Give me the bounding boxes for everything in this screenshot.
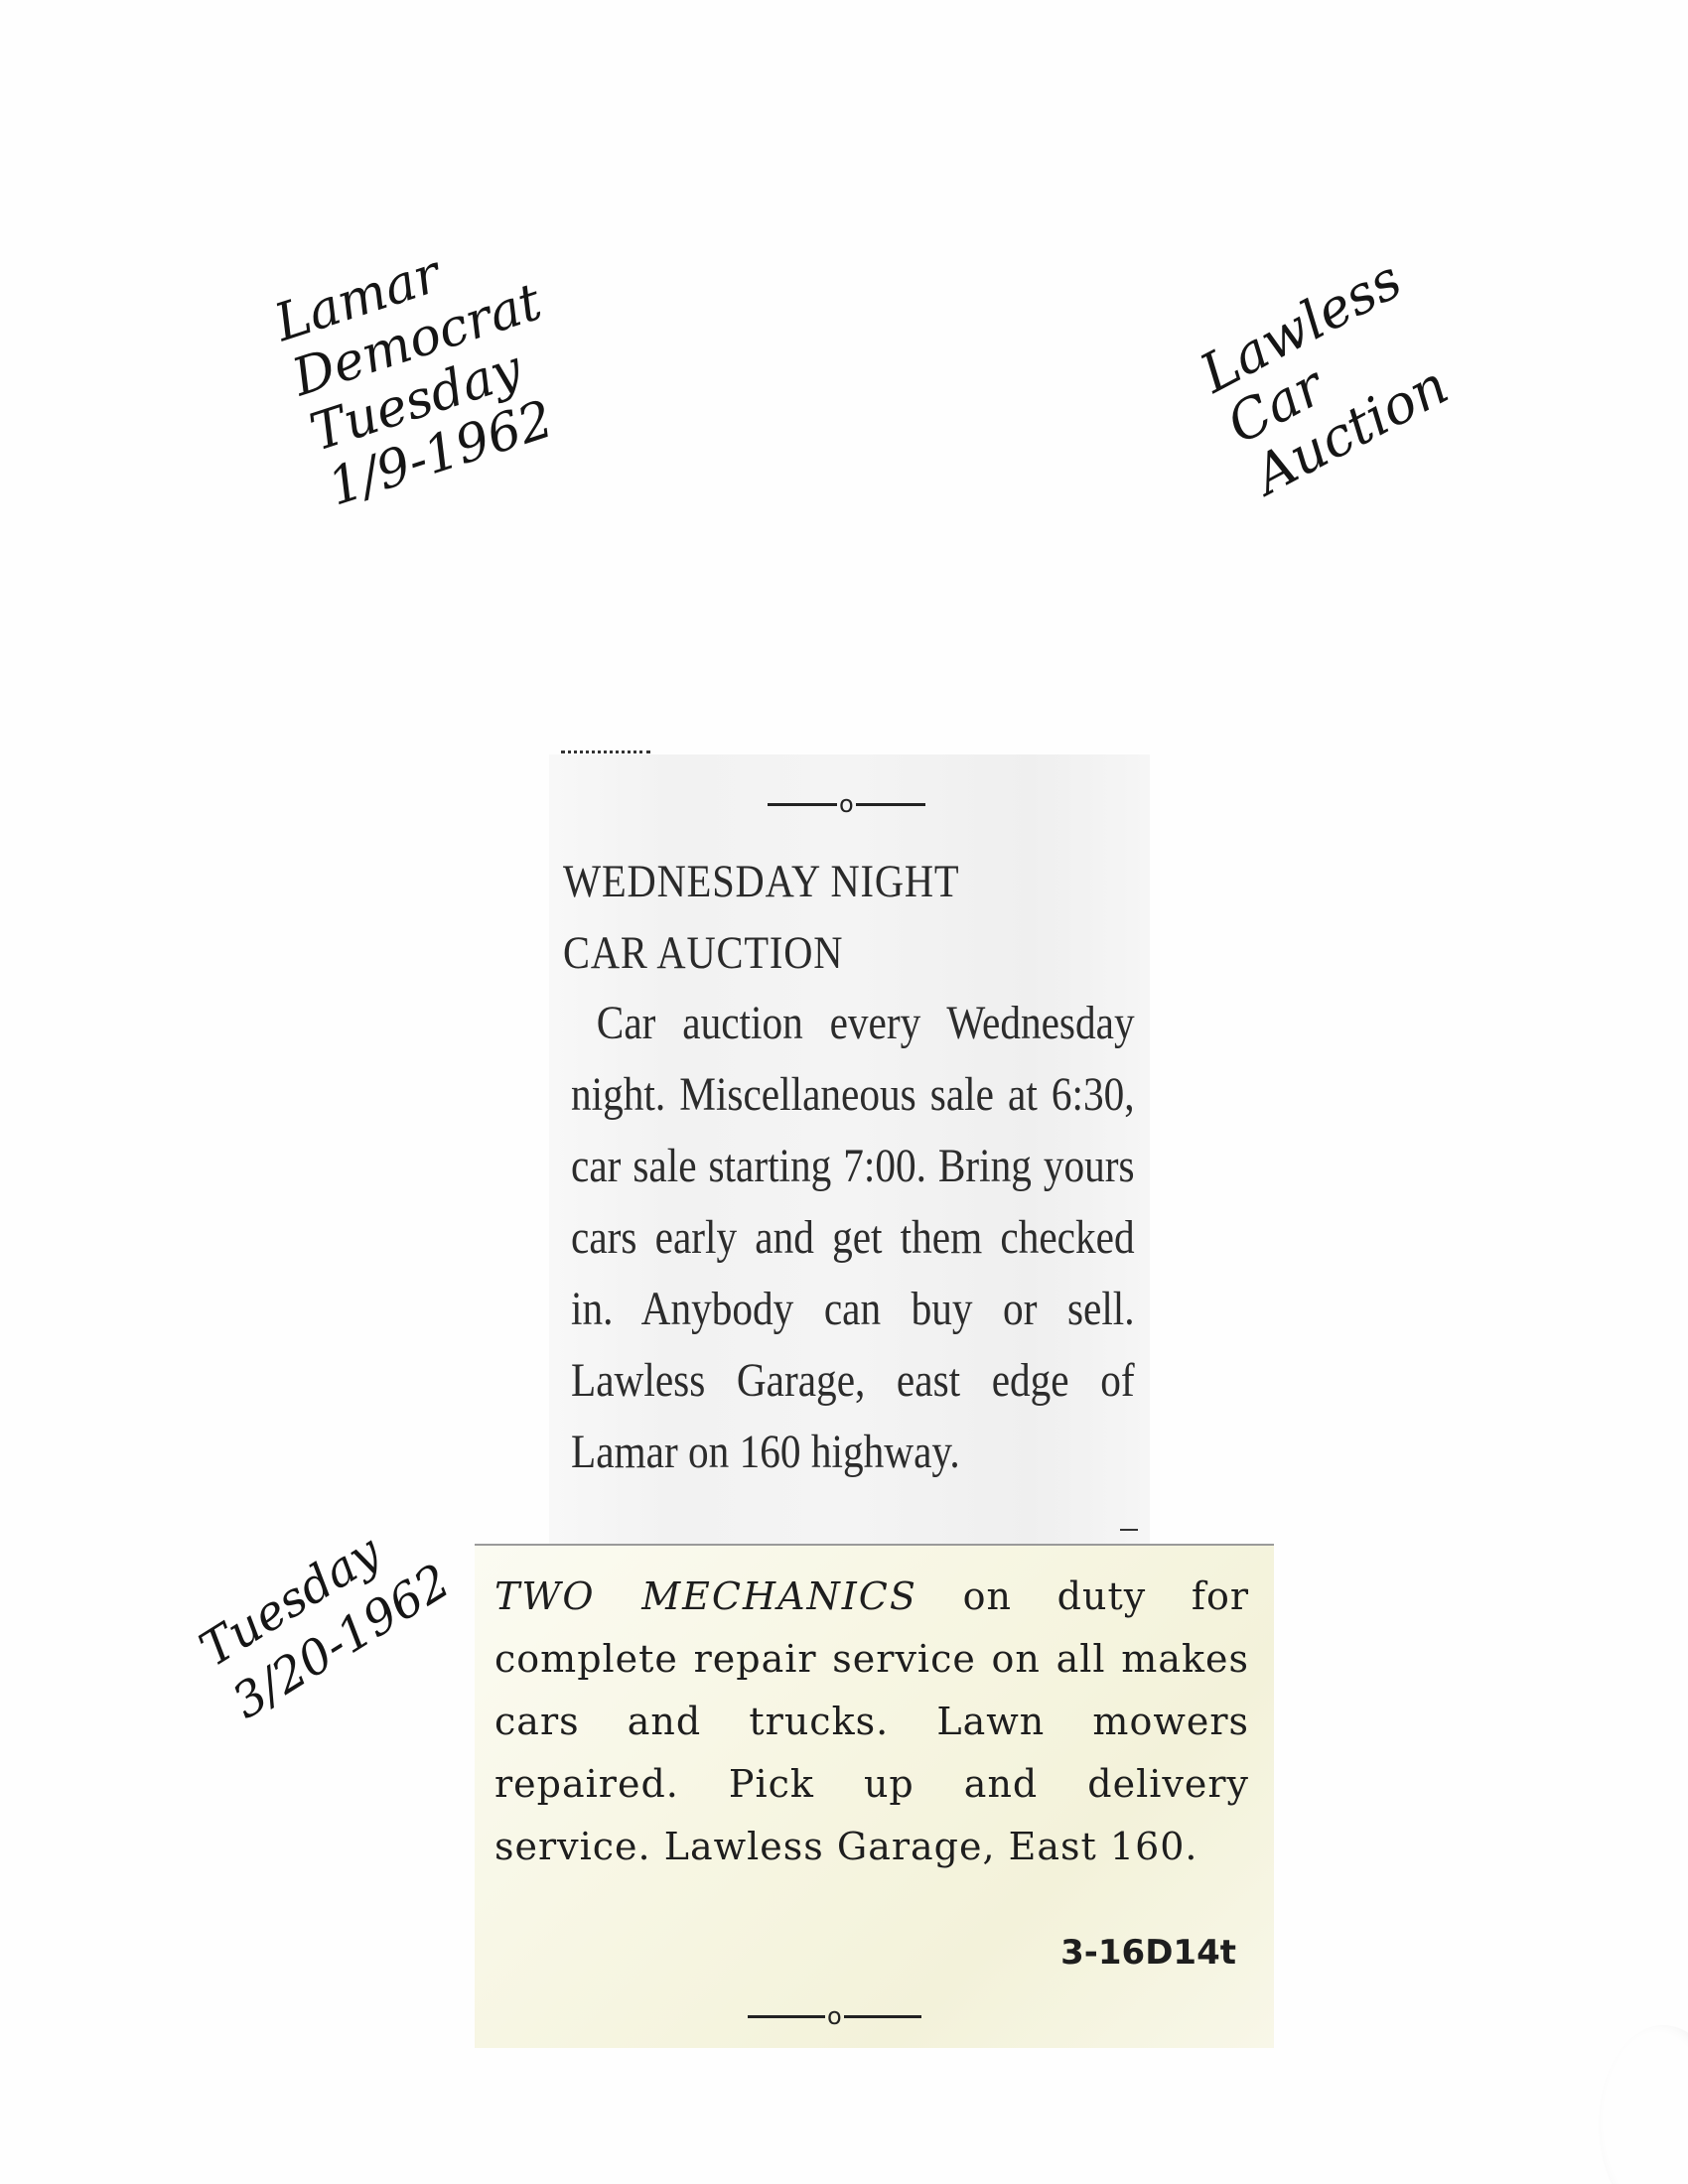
handwritten-date-note: Tuesday 3/20-1962 [190, 1524, 460, 1730]
clipping-1-body: Car auction every Wednesday night. Miscellaneous sale at 6:30, car sale starting 7:00. Bring yours cars early and get them checked in. Anybody can buy or sell. Lawless Garage, east edge of Lamar on 160 highway. [571, 997, 1135, 1478]
handwritten-source-note: Lamar Democrat Tuesday 1/9-1962 [267, 244, 561, 518]
clipping-1-headline: WEDNESDAY NIGHT CAR AUCTION [563, 856, 959, 979]
clipping-2-body: on duty for complete repair service on all makes cars and trucks. Lawn mowers repaired. Pick up and delivery service. Lawless Garage, East 160. [494, 1574, 1249, 1868]
dash-mark [1120, 1529, 1138, 1531]
dotted-rule [561, 751, 650, 753]
column-divider: o [768, 792, 925, 816]
clipping-2-code: 3-16D14t [1060, 1933, 1236, 1973]
clipping-2-text [494, 1566, 1249, 1878]
clipping-2-lead: TWO MECHANICS [494, 1574, 917, 1618]
page-curl-shadow [1599, 2025, 1688, 2184]
clipping-car-auction [549, 754, 1150, 1549]
clipping-two-mechanics [475, 1544, 1274, 2048]
handwritten-subject-note: Lawless Car Auction [1190, 247, 1459, 507]
column-divider: o [748, 2004, 921, 2028]
